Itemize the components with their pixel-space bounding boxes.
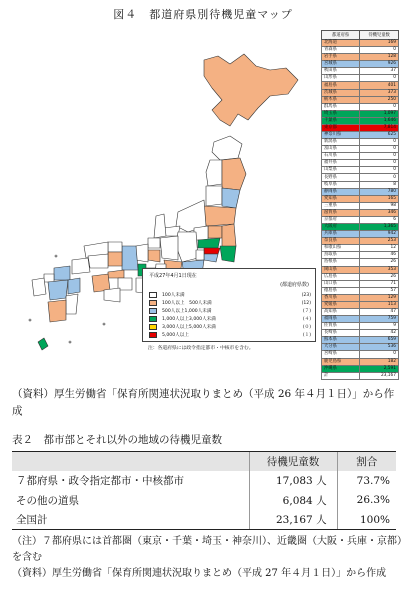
legend-count: (１) (302, 333, 311, 338)
table-row (12, 491, 396, 511)
pref-value-cell: 0 (360, 153, 399, 160)
pref-value-cell: 759 (360, 316, 399, 323)
pref-name-cell: 群馬県 (322, 103, 360, 110)
pref-name-cell: 鹿児島県 (322, 358, 360, 365)
prefecture-table (321, 30, 399, 380)
pref-name-cell: 秋田県 (322, 68, 360, 75)
pref-total-value: 23,167 (360, 372, 399, 379)
table-cell: 6,084 人 (249, 491, 337, 511)
prefecture-table-body (322, 40, 399, 380)
pref-value-cell: 128 (360, 54, 399, 61)
pref-name-cell: 高知県 (322, 308, 360, 315)
pref-name-cell: 島根県 (322, 259, 360, 266)
pref-table-row (322, 139, 399, 146)
pref-name-cell: 大分県 (322, 344, 360, 351)
table-header-row (12, 452, 396, 472)
map-tochigi (208, 226, 222, 238)
map-okinawa (38, 338, 48, 350)
map-miyagi (222, 188, 240, 208)
map-ibaraki (222, 224, 236, 248)
map-fukushima (204, 206, 236, 226)
pref-table-row (322, 89, 399, 96)
map-nagasaki (32, 278, 46, 296)
pref-table-row (322, 40, 399, 47)
map-tottori (108, 242, 122, 252)
map-kagoshima (48, 300, 66, 322)
legend-swatch (149, 300, 157, 306)
figure-title: 図４ 都道府県別待機児童マップ (113, 8, 293, 21)
pref-name-cell: 和歌山県 (322, 245, 360, 252)
pref-name-cell: 静岡県 (322, 188, 360, 195)
map-chiba (220, 246, 236, 262)
pref-table-row (322, 287, 399, 294)
pref-name-cell: 香川県 (322, 294, 360, 301)
pref-value-cell: 0 (360, 75, 399, 82)
pref-table-row (322, 181, 399, 188)
pref-name-cell: 岡山県 (322, 266, 360, 273)
pref-table-row (322, 96, 399, 103)
pref-name-cell: 神奈川県 (322, 132, 360, 139)
pref-value-cell: 401 (360, 82, 399, 89)
map-saitama (198, 238, 220, 248)
table-header-cell: 待機児童数 (249, 452, 337, 472)
pref-value-cell: 0 (360, 160, 399, 167)
pref-name-cell: 沖縄県 (322, 365, 360, 372)
map-yamanashi (196, 250, 204, 260)
pref-name-cell: 熊本県 (322, 337, 360, 344)
pref-table-row (322, 280, 399, 287)
pref-value-cell: 1,365 (360, 224, 399, 231)
pref-table-row (322, 153, 399, 160)
pref-table-row (322, 273, 399, 280)
table-header-cell (12, 452, 249, 472)
pref-table-row (322, 266, 399, 273)
pref-table-row (322, 316, 399, 323)
pref-table-row (322, 323, 399, 330)
pref-table-row (322, 224, 399, 231)
pref-value-cell: 42 (360, 330, 399, 337)
table-row (12, 510, 396, 530)
table-cell: 73.7% (337, 471, 396, 491)
pref-value-cell: 250 (360, 96, 399, 103)
map-fukui (148, 238, 160, 248)
pref-name-cell: 埼玉県 (322, 110, 360, 117)
pref-value-cell: 625 (360, 132, 399, 139)
pref-value-cell: 1,646 (360, 117, 399, 124)
pref-name-cell: 京都府 (322, 216, 360, 223)
pref-value-cell: 8 (360, 181, 399, 188)
table-cell: 全国計 (12, 510, 249, 530)
table-cell: 17,083 人 (249, 471, 337, 491)
pref-table-row (322, 252, 399, 259)
pref-table-row (322, 351, 399, 358)
pref-value-cell: 165 (360, 195, 399, 202)
pref-table-row (322, 195, 399, 202)
legend-row (149, 291, 311, 299)
legend-swatch (149, 324, 157, 330)
pref-name-cell: 岩手県 (322, 54, 360, 61)
pref-table-row (322, 330, 399, 337)
legend-label: 500人以上1,000人未満 (162, 309, 212, 314)
map-kochi (104, 288, 120, 302)
map-kumamoto (48, 280, 68, 300)
pref-name-cell: 兵庫県 (322, 231, 360, 238)
pref-name-cell: 山形県 (322, 75, 360, 82)
map-tokyo (204, 248, 220, 254)
pref-name-cell: 長崎県 (322, 330, 360, 337)
table2-caption: 表２ 都市部とそれ以外の地域の待機児童数 (12, 434, 222, 446)
pref-table-row (322, 301, 399, 308)
pref-name-cell: 富山県 (322, 146, 360, 153)
pref-name-cell: 佐賀県 (322, 323, 360, 330)
pref-value-cell: 353 (360, 266, 399, 273)
pref-value-cell: 47 (360, 308, 399, 315)
map-legend (142, 268, 316, 342)
pref-name-cell: 徳島県 (322, 287, 360, 294)
pref-value-cell: 71 (360, 280, 399, 287)
pref-value-cell: 346 (360, 209, 399, 216)
pref-table-row (322, 68, 399, 75)
pref-table-row (322, 358, 399, 365)
pref-table-row (322, 103, 399, 110)
map-shiga (148, 250, 160, 262)
pref-table-row (322, 61, 399, 68)
map-kyoto (136, 244, 148, 262)
pref-name-cell: 栃木県 (322, 96, 360, 103)
pref-name-cell: 岐阜県 (322, 181, 360, 188)
legend-count: (23) (301, 292, 311, 298)
pref-table-row (322, 259, 399, 266)
pref-name-cell: 大阪府 (322, 224, 360, 231)
table-cell: その他の道県 (16, 494, 79, 507)
pref-name-cell: 千葉県 (322, 117, 360, 124)
pref-name-cell: 北海道 (322, 40, 360, 47)
pref-name-cell: 東京都 (322, 124, 360, 131)
pref-value-cell: 37 (360, 68, 399, 75)
pref-table-row (322, 54, 399, 61)
map-hyogo (122, 246, 138, 270)
legend-row (149, 299, 311, 307)
pref-table-row (322, 188, 399, 195)
legend-label: 3,000人以上5,000人未満 (162, 325, 216, 330)
pref-table-row (322, 294, 399, 301)
table-cell: 23,167 人 (249, 510, 337, 530)
map-yamagata (206, 186, 222, 206)
pref-value-cell: 780 (360, 188, 399, 195)
pref-table-row (322, 75, 399, 82)
pref-name-cell: 石川県 (322, 153, 360, 160)
table-cell: 100% (337, 510, 396, 530)
table-cell: ７都府県・政令指定都市・中核都市 (16, 475, 184, 488)
pref-value-cell: 659 (360, 337, 399, 344)
pref-table-row (322, 308, 399, 315)
pref-name-cell: 愛知県 (322, 195, 360, 202)
pref-name-cell: 福島県 (322, 82, 360, 89)
pref-table-row (322, 216, 399, 223)
pref-value-cell: 373 (360, 89, 399, 96)
pref-table-row (322, 344, 399, 351)
map-gifu (160, 236, 178, 260)
pref-table-total-row (322, 372, 399, 379)
pref-value-cell: 2,591 (360, 365, 399, 372)
legend-count: (12) (301, 300, 311, 306)
pref-name-cell: 福岡県 (322, 316, 360, 323)
pref-table-row (322, 209, 399, 216)
legend-label: 100人以上 500人未満 (162, 301, 212, 306)
pref-table-row (322, 365, 399, 372)
pref-value-cell: 0 (360, 47, 399, 54)
map-aomori (212, 136, 242, 160)
map-saga (44, 274, 54, 282)
map-miyazaki (66, 294, 78, 314)
pref-table-row (322, 47, 399, 54)
pref-total-label: 計 (322, 372, 360, 379)
pref-name-cell: 福井県 (322, 160, 360, 167)
table-row (12, 471, 396, 491)
map-kanagawa (204, 254, 218, 262)
pref-value-cell: 129 (360, 294, 399, 301)
pref-name-cell: 長野県 (322, 174, 360, 181)
legend-count: (０) (302, 325, 311, 330)
pref-name-cell: 青森県 (322, 47, 360, 54)
pref-name-cell: 奈良県 (322, 238, 360, 245)
map-oita (68, 278, 80, 294)
legend-swatch (149, 332, 157, 338)
pref-table-row (322, 245, 399, 252)
pref-value-cell: 26 (360, 259, 399, 266)
pref-value-cell: 46 (360, 252, 399, 259)
legend-row (149, 323, 311, 331)
pref-value-cell: 26 (360, 273, 399, 280)
map-nagano (176, 232, 198, 262)
pref-table-row (322, 110, 399, 117)
legend-date: 平成27年4月1日現在 (149, 273, 197, 279)
table-header-cell: 割合 (337, 452, 396, 472)
pref-value-cell: 169 (360, 40, 399, 47)
pref-name-cell: 新潟県 (322, 139, 360, 146)
pref-table-header: 都道府県 (322, 31, 360, 40)
pref-table-row (322, 167, 399, 174)
pref-value-cell: 0 (360, 103, 399, 110)
pref-table-row (322, 82, 399, 89)
pref-name-cell: 山口県 (322, 280, 360, 287)
pref-value-cell: 942 (360, 231, 399, 238)
figure-source: （資料）厚生労働省「保育所関連状況取りまとめ（平成 26 年４月１日）」から作成 (12, 388, 395, 417)
pref-table-row (322, 132, 399, 139)
pref-name-cell: 三重県 (322, 202, 360, 209)
legend-swatch (149, 308, 157, 314)
table2-notes (12, 534, 406, 582)
map-okayama (108, 252, 122, 266)
map-yamaguchi (72, 258, 90, 274)
pref-name-cell: 宮崎県 (322, 351, 360, 358)
pref-name-cell: 鳥取県 (322, 252, 360, 259)
pref-value-cell: 253 (360, 238, 399, 245)
map-ishikawa (154, 214, 166, 238)
map-hokkaido (204, 54, 298, 126)
legend-unit: (都道府県数) (280, 282, 309, 288)
pref-name-cell: 愛媛県 (322, 301, 360, 308)
pref-table-row (322, 117, 399, 124)
map-fukuoka (54, 266, 70, 280)
legend-label: 100人未満 (162, 293, 185, 298)
map-hiroshima (88, 254, 108, 268)
pref-value-cell: 57 (360, 287, 399, 294)
pref-name-cell: 茨城県 (322, 89, 360, 96)
legend-count: (７) (302, 309, 311, 314)
pref-value-cell: 113 (360, 301, 399, 308)
map-note: 注：各道府県には政令指定都市・中核市を含む。 (148, 346, 254, 351)
pref-table-row (322, 337, 399, 344)
legend-row (149, 331, 311, 339)
legend-swatch (149, 316, 157, 322)
pref-value-cell: 0 (360, 174, 399, 181)
pref-name-cell: 宮城県 (322, 61, 360, 68)
pref-value-cell: 0 (360, 167, 399, 174)
pref-table-row (322, 124, 399, 131)
pref-name-cell: 滋賀県 (322, 209, 360, 216)
legend-count: (４) (302, 317, 311, 322)
pref-value-cell: 98 (360, 202, 399, 209)
table-cell: 26.3% (337, 491, 396, 511)
pref-name-cell: 山梨県 (322, 167, 360, 174)
legend-row (149, 307, 311, 315)
pref-table-header: 待機児童数 (360, 31, 399, 40)
pref-table-row (322, 174, 399, 181)
legend-swatch (149, 292, 157, 298)
map-iwate (222, 158, 246, 190)
pref-value-cell: 926 (360, 61, 399, 68)
pref-value-cell: 0 (360, 351, 399, 358)
pref-value-cell: 182 (360, 358, 399, 365)
table2 (12, 451, 396, 530)
pref-value-cell: 12 (360, 245, 399, 252)
map-akita (206, 160, 222, 186)
pref-table-row (322, 238, 399, 245)
pref-value-cell: 536 (360, 344, 399, 351)
table2-source: （資料）厚生労働省「保育所関連状況取りまとめ（平成 27 年４月１日）」から作成 (12, 568, 387, 579)
pref-value-cell: 0 (360, 139, 399, 146)
pref-value-cell: 0 (360, 146, 399, 153)
pref-table-row (322, 146, 399, 153)
pref-value-cell: 1,097 (360, 110, 399, 117)
table2-note: （注）７都府県には首都圏（東京・千葉・埼玉・神奈川）、近畿圏（大阪・兵庫・京都）を含む (12, 536, 402, 563)
pref-name-cell: 広島県 (322, 273, 360, 280)
pref-value-cell: 7,814 (360, 124, 399, 131)
map-kagawa (108, 270, 124, 278)
pref-table-row (322, 231, 399, 238)
legend-label: 1,000人以上3,000人未満 (162, 317, 216, 322)
pref-table-row (322, 160, 399, 167)
pref-value-cell: 9 (360, 323, 399, 330)
legend-label: 5,000人以上 (162, 333, 189, 338)
pref-value-cell: 6 (360, 216, 399, 223)
pref-table-row (322, 202, 399, 209)
legend-row (149, 315, 311, 323)
